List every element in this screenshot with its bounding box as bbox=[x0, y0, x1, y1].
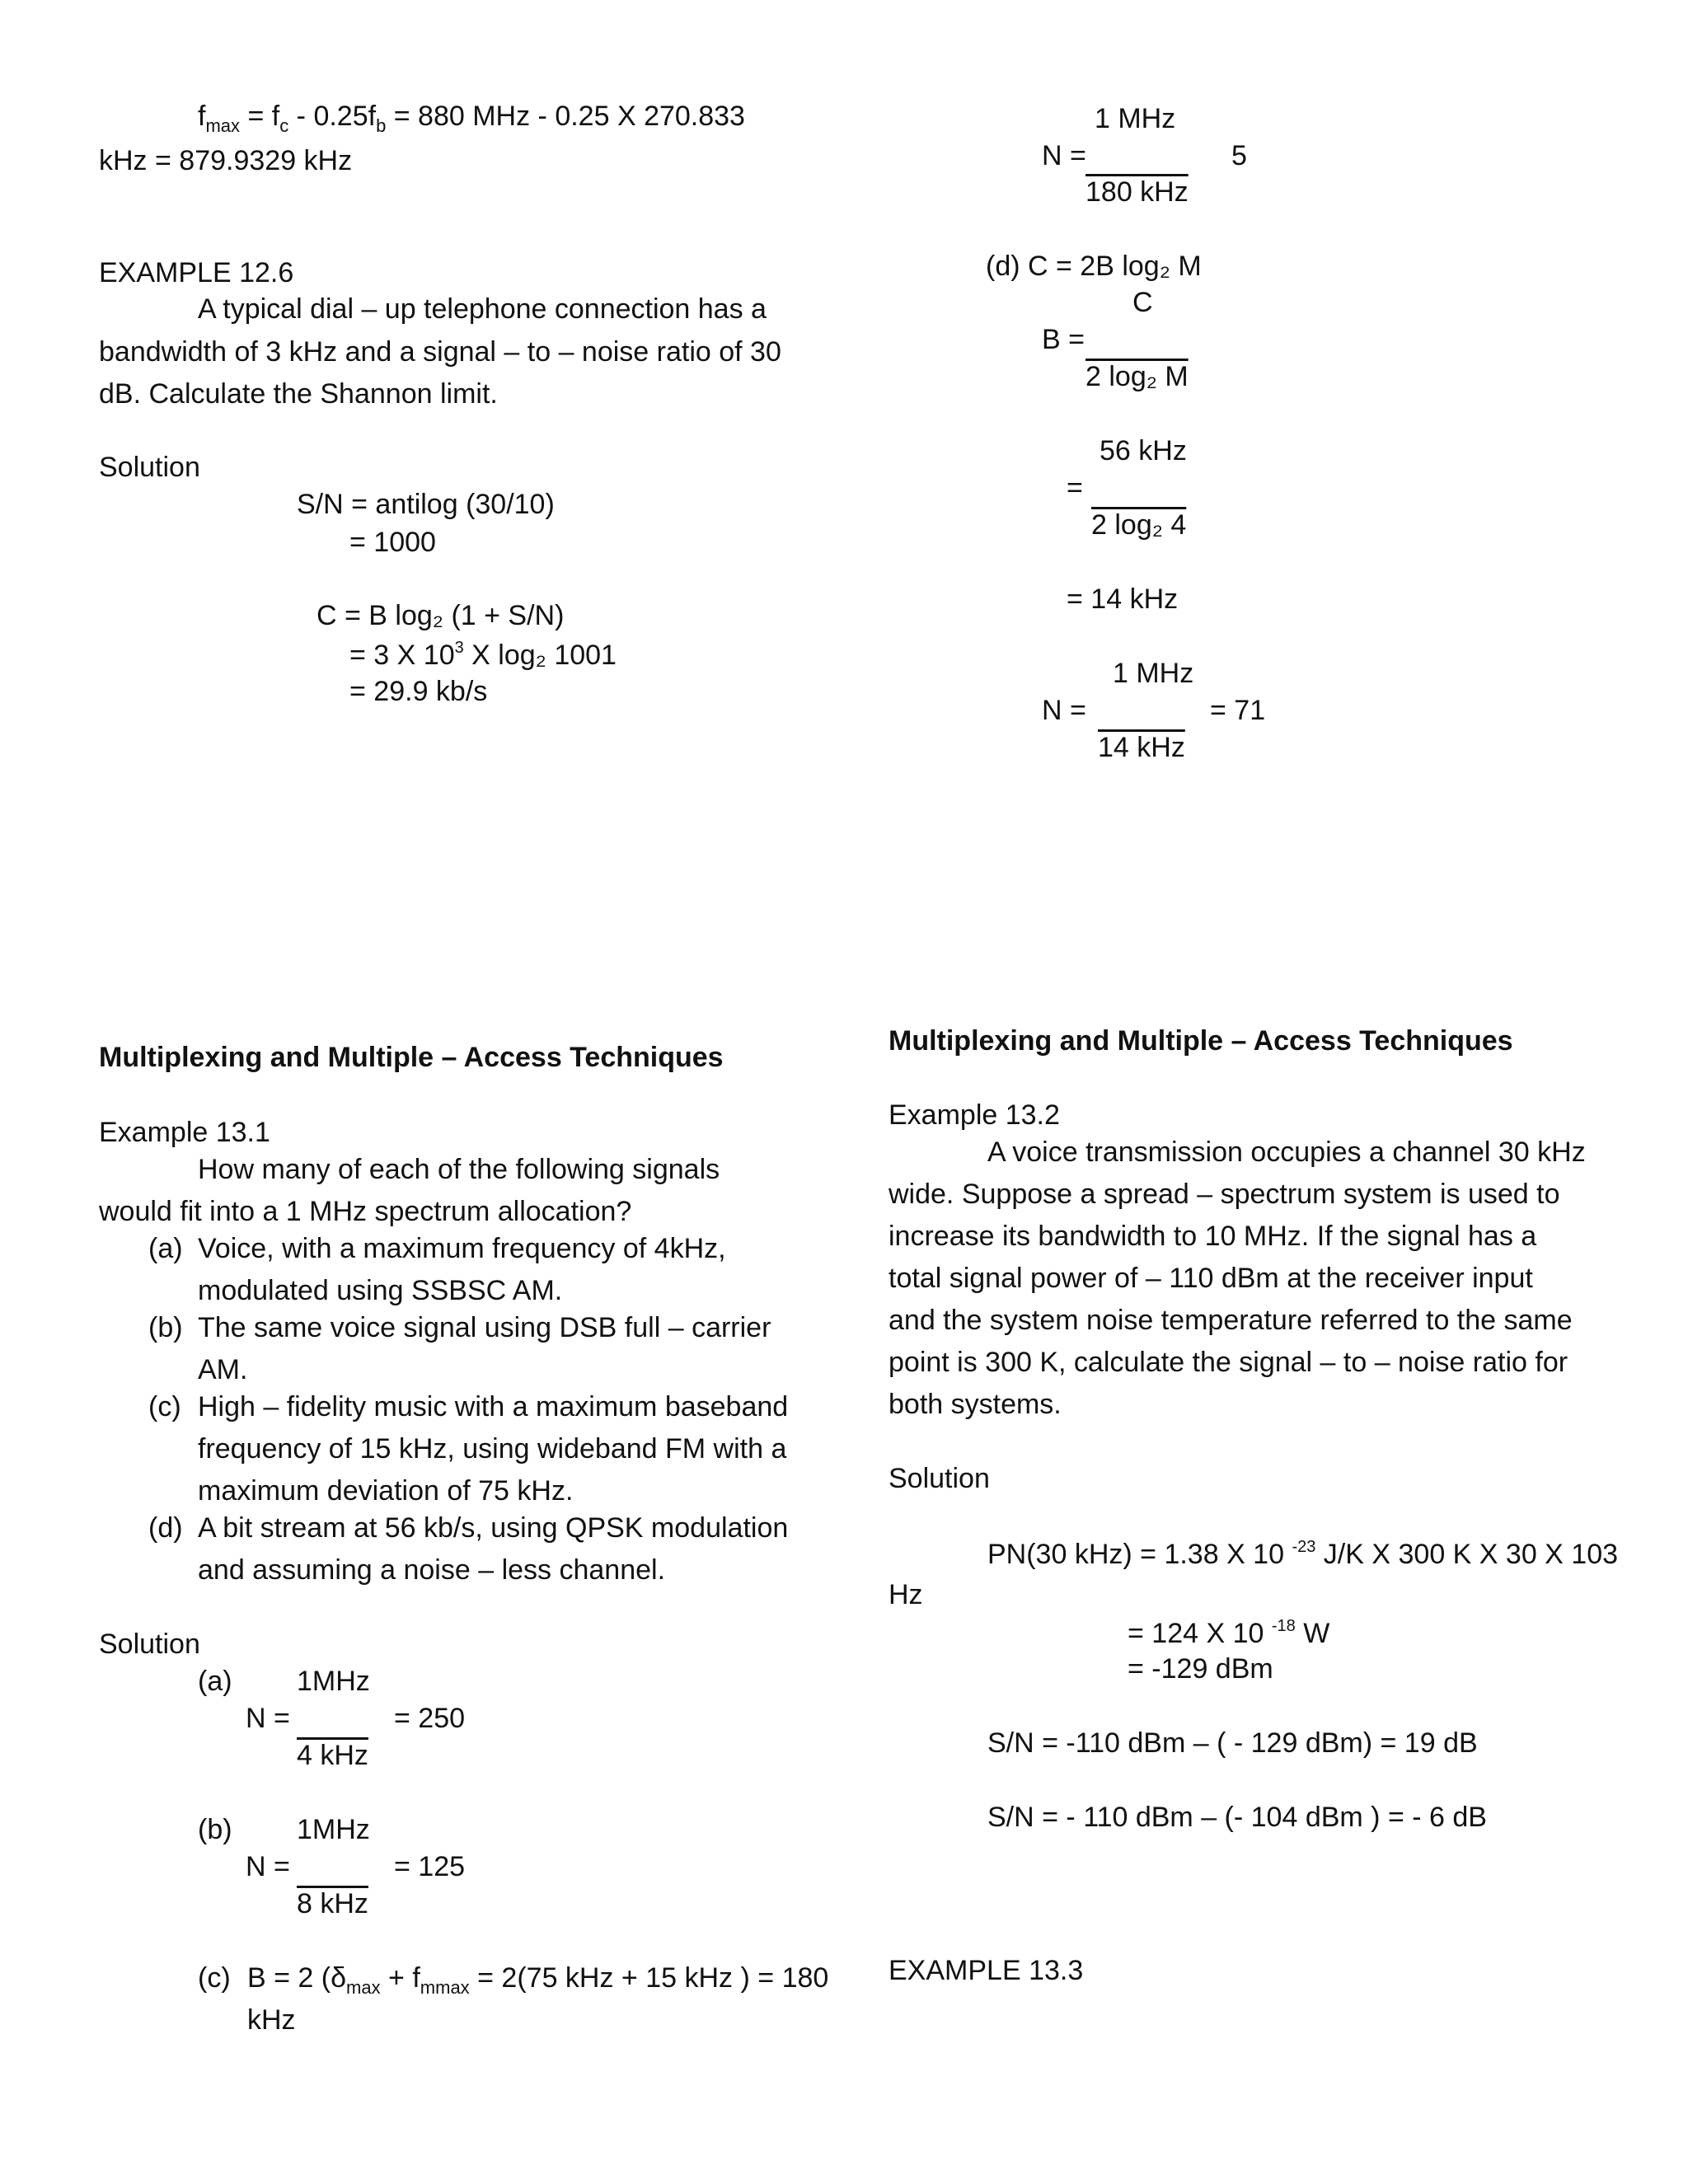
solution-a-value: = 250 bbox=[394, 1703, 466, 1734]
example-13-2-problem-line: wide. Suppose a spread – spectrum system is used to bbox=[889, 1179, 1560, 1210]
question-item-c-text: frequency of 15 kHz, using wideband FM with a bbox=[198, 1433, 787, 1465]
n2-numerator: 1 MHz bbox=[1113, 658, 1194, 689]
sn-result-narrowband: S/N = -110 dBm – ( - 129 dBm) = 19 dB bbox=[987, 1727, 1478, 1759]
example-13-1-intro: would fit into a 1 MHz spectrum allocation? bbox=[99, 1196, 632, 1227]
example-13-3-title: EXAMPLE 13.3 bbox=[889, 1955, 1084, 1986]
question-item-c-label: (c) bbox=[148, 1391, 181, 1422]
solution-b-numerator: 1MHz bbox=[297, 1814, 370, 1845]
solution-a-label: (a) bbox=[198, 1666, 232, 1697]
noise-power-dbm: = -129 dBm bbox=[1128, 1653, 1273, 1685]
noise-power-watts: = 124 X 10 $^{-18}$ W bbox=[1128, 1617, 1330, 1649]
example-12-6-problem-line: A typical dial – up telephone connection has a bbox=[198, 293, 767, 325]
noise-power-unit: Hz bbox=[889, 1579, 923, 1610]
denominator-2log4: 2 log₂ 4 bbox=[1091, 509, 1187, 541]
example-12-6-problem-line: dB. Calculate the Shannon limit. bbox=[99, 378, 498, 410]
example-13-2-problem-line: total signal power of – 110 dBm at the receiver input bbox=[889, 1263, 1533, 1294]
solution-b-value: = 125 bbox=[394, 1851, 466, 1882]
solution-c-continuation: kHz bbox=[247, 2004, 296, 2036]
question-item-c-text: High – fidelity music with a maximum baseband bbox=[198, 1391, 789, 1422]
fmax-continuation: kHz = 879.9329 kHz bbox=[99, 145, 353, 176]
solution-a-denominator: 4 kHz bbox=[297, 1740, 368, 1771]
numerator-56khz: 56 kHz bbox=[1100, 435, 1187, 466]
noise-power-equation: PN(30 kHz) = 1.38 X 10 $^{-23}$ J/K X 300 K X 30 X 103 bbox=[987, 1538, 1619, 1570]
question-item-d-text: A bit stream at 56 kb/s, using QPSK modulation bbox=[198, 1512, 789, 1544]
n1-value: 5 bbox=[1231, 140, 1247, 171]
sn-antilog: S/N = antilog (30/10) bbox=[297, 489, 555, 520]
shannon-result: = 29.9 kb/s bbox=[349, 676, 488, 707]
question-item-b-text: The same voice signal using DSB full – carrier bbox=[198, 1312, 771, 1343]
b-numerator-c: C bbox=[1132, 287, 1153, 318]
solution-label: Solution bbox=[99, 452, 200, 483]
question-item-a-text: modulated using SSBSC AM. bbox=[198, 1275, 563, 1306]
solution-a-numerator: 1MHz bbox=[297, 1666, 370, 1697]
equals-sign: = bbox=[1067, 472, 1083, 504]
example-13-2-title: Example 13.2 bbox=[889, 1099, 1060, 1131]
example-13-2-problem-line: A voice transmission occupies a channel 30 kHz bbox=[987, 1137, 1586, 1168]
section-heading: Multiplexing and Multiple – Access Techniques bbox=[889, 1025, 1513, 1057]
n1-denominator: 180 kHz bbox=[1085, 176, 1189, 208]
n2-denominator: 14 kHz bbox=[1098, 732, 1185, 763]
question-item-d-label: (d) bbox=[148, 1512, 183, 1544]
example-13-1-title: Example 13.1 bbox=[99, 1117, 270, 1148]
question-item-b-label: (b) bbox=[148, 1312, 183, 1343]
solution-c-equation: B = 2 ($\delta_{max} + f_{mmax} = 2(75$ kHz + 15 kHz ) = 180 bbox=[247, 1962, 829, 1998]
section-heading: Multiplexing and Multiple – Access Techniques bbox=[99, 1042, 724, 1073]
question-item-a-label: (a) bbox=[148, 1233, 183, 1264]
shannon-formula: C = B log₂ (1 + S/N) bbox=[316, 600, 565, 631]
b-label: B = bbox=[1042, 324, 1085, 355]
n2-label: N = bbox=[1042, 695, 1086, 726]
question-item-d-text: and assuming a noise – less channel. bbox=[198, 1554, 666, 1586]
example-13-2-problem-line: increase its bandwidth to 10 MHz. If the signal has a bbox=[889, 1221, 1537, 1252]
n1-numerator: 1 MHz bbox=[1095, 103, 1176, 134]
solution-a-n: N = bbox=[246, 1703, 290, 1734]
example-13-2-problem-line: both systems. bbox=[889, 1389, 1062, 1420]
question-item-b-text: AM. bbox=[198, 1354, 248, 1385]
sn-value: = 1000 bbox=[349, 527, 436, 558]
solution-b-denominator: 8 kHz bbox=[297, 1888, 368, 1919]
solution-c-label: (c) bbox=[198, 1962, 231, 1994]
b-denominator: 2 log₂ M bbox=[1085, 361, 1189, 392]
example-13-1-intro: How many of each of the following signals bbox=[198, 1154, 720, 1185]
solution-label: Solution bbox=[99, 1629, 200, 1660]
bandwidth-result: = 14 kHz bbox=[1067, 583, 1179, 615]
solution-b-n: N = bbox=[246, 1851, 290, 1882]
n1-label: N = bbox=[1042, 140, 1086, 171]
sn-result-spread: S/N = - 110 dBm – (- 104 dBm ) = - 6 dB bbox=[987, 1802, 1487, 1833]
example-12-6-problem-line: bandwidth of 3 kHz and a signal – to – noise ratio of 30 bbox=[99, 336, 781, 368]
solution-label: Solution bbox=[889, 1463, 990, 1494]
part-d-capacity: (d) C = 2B log₂ M bbox=[986, 251, 1202, 282]
example-12-6-title: EXAMPLE 12.6 bbox=[99, 257, 294, 288]
example-13-2-problem-line: and the system noise temperature referred to the same bbox=[889, 1305, 1573, 1336]
example-13-2-problem-line: point is 300 K, calculate the signal – to – noise ratio for bbox=[889, 1347, 1568, 1378]
fmax-equation: $f_{max} = f_c - 0.25f_b = 880$ MHz - 0.25 X 270.833 bbox=[198, 101, 745, 136]
question-item-c-text: maximum deviation of 75 kHz. bbox=[198, 1475, 574, 1507]
n2-value: = 71 bbox=[1210, 695, 1266, 726]
question-item-a-text: Voice, with a maximum frequency of 4kHz, bbox=[198, 1233, 726, 1264]
solution-b-label: (b) bbox=[198, 1814, 232, 1845]
shannon-substitution: = 3 X $10^3$ X log₂ 1001 bbox=[349, 639, 617, 671]
